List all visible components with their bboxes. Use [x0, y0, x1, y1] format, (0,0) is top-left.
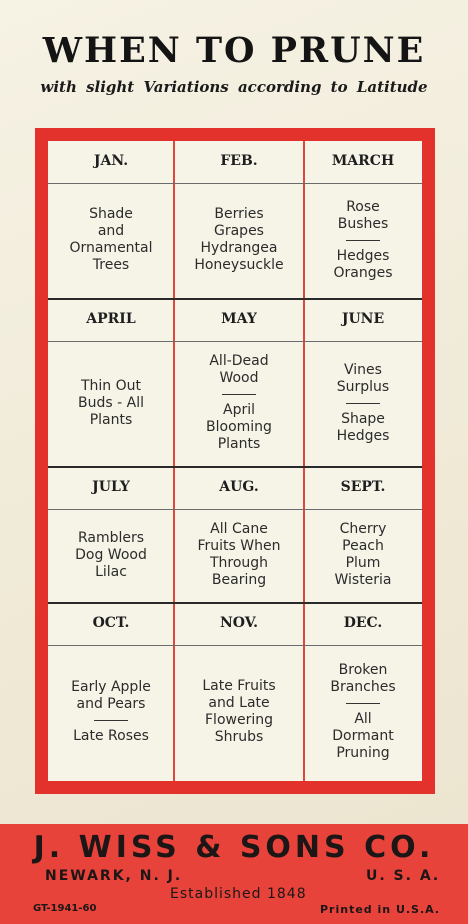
plant-text: Surplus [336, 378, 390, 395]
group-separator [346, 703, 380, 704]
pruning-cell [174, 343, 304, 463]
plant-text: Lilac [95, 563, 127, 580]
plant-text: Vines [344, 361, 382, 378]
plant-text: Honeysuckle [194, 257, 284, 273]
group-separator [222, 394, 256, 395]
plant-text: Wood [219, 370, 259, 386]
month-label: AUG. [219, 479, 259, 495]
print-code: GT-1941-60 [33, 903, 97, 914]
month-label: FEB. [220, 153, 258, 169]
pruning-cell [48, 511, 174, 599]
month-label: JAN. [93, 153, 129, 169]
plant-text: Buds - All [78, 394, 144, 411]
plant-text: Plants [89, 411, 133, 428]
plant-text: Late Roses [73, 728, 149, 744]
plant-text: Oranges [333, 264, 393, 281]
plant-text: and Late [208, 695, 270, 711]
calendar-frame [35, 128, 435, 794]
month-label: OCT. [92, 615, 130, 631]
month-header-divider [48, 645, 422, 646]
page-title: WHEN TO PRUNE [42, 30, 426, 71]
group-separator [94, 720, 128, 721]
month-label: DEC. [343, 615, 383, 631]
month-label: MAY [221, 311, 257, 327]
plant-text: Flowering [205, 712, 273, 728]
plant-text: Rose [346, 198, 380, 215]
plant-text: Trees [92, 257, 130, 273]
month-header-divider [48, 509, 422, 510]
calendar-grid [48, 141, 422, 781]
pruning-cell [304, 185, 422, 295]
plant-text: Berries [214, 206, 264, 222]
plant-text: All [354, 711, 372, 727]
plant-text: Fruits When [197, 538, 281, 554]
group-separator [346, 403, 380, 404]
plant-text: and [97, 223, 125, 239]
plant-text: Wisteria [334, 572, 392, 588]
plant-text: Shade [89, 206, 133, 222]
plant-text: Dormant [332, 728, 394, 744]
month-header-divider [48, 183, 422, 184]
pruning-cell [174, 647, 304, 777]
month-label: MARCH [331, 153, 395, 169]
plant-text: Bearing [211, 572, 267, 588]
plant-text: Plum [345, 555, 381, 571]
plant-text: Broken [338, 662, 388, 678]
row-divider [48, 602, 422, 604]
month-header-divider [48, 341, 422, 342]
page-subtitle: with slight Variations according to Latitude [40, 78, 428, 96]
plant-text: Thin Out [80, 377, 142, 394]
plant-text: Late Fruits [202, 678, 276, 694]
month-label: SEPT. [340, 479, 386, 495]
plant-text: Grapes [214, 223, 264, 239]
pruning-cell [304, 647, 422, 777]
month-label: NOV. [219, 615, 259, 631]
plant-text: Shape [341, 410, 385, 427]
plant-text: and Pears [76, 696, 146, 712]
row-divider [48, 466, 422, 468]
pruning-cell [304, 511, 422, 599]
established-year: Established 1848 [170, 886, 307, 902]
pruning-cell [48, 185, 174, 295]
month-label: JULY [92, 479, 130, 495]
plant-text: Plants [217, 436, 261, 452]
printed-in: Printed in U.S.A. [320, 903, 441, 916]
plant-text: Through [209, 555, 269, 571]
plant-text: Hedges [336, 427, 390, 444]
plant-text: Branches [330, 679, 396, 695]
company-name: J. WISS & SONS CO. [33, 830, 435, 865]
pruning-cell [174, 185, 304, 295]
plant-text: All Cane [210, 521, 268, 537]
plant-text: Early Apple [71, 679, 151, 695]
pruning-cell [174, 511, 304, 599]
plant-text: Hydrangea [200, 240, 278, 256]
plant-text: Hedges [336, 247, 390, 264]
plant-text: April [223, 402, 255, 418]
company-footer [0, 824, 468, 924]
month-label: APRIL [86, 311, 136, 327]
plant-text: Bushes [337, 215, 389, 232]
plant-text: Ramblers [77, 529, 145, 546]
plant-text: Peach [342, 538, 384, 554]
pruning-cell [48, 343, 174, 463]
month-label: JUNE [341, 311, 385, 327]
plant-text: All-Dead [209, 353, 269, 369]
plant-text: Cherry [339, 521, 387, 537]
plant-text: Shrubs [214, 729, 264, 745]
company-country: U. S. A. [366, 868, 441, 884]
pruning-cell [48, 647, 174, 777]
plant-text: Ornamental [69, 240, 153, 256]
plant-text: Pruning [336, 745, 390, 761]
plant-text: Dog Wood [75, 546, 147, 563]
company-city: NEWARK, N. J. [45, 868, 183, 884]
row-divider [48, 298, 422, 300]
plant-text: Blooming [206, 419, 272, 435]
pruning-cell [304, 343, 422, 463]
group-separator [346, 240, 380, 241]
